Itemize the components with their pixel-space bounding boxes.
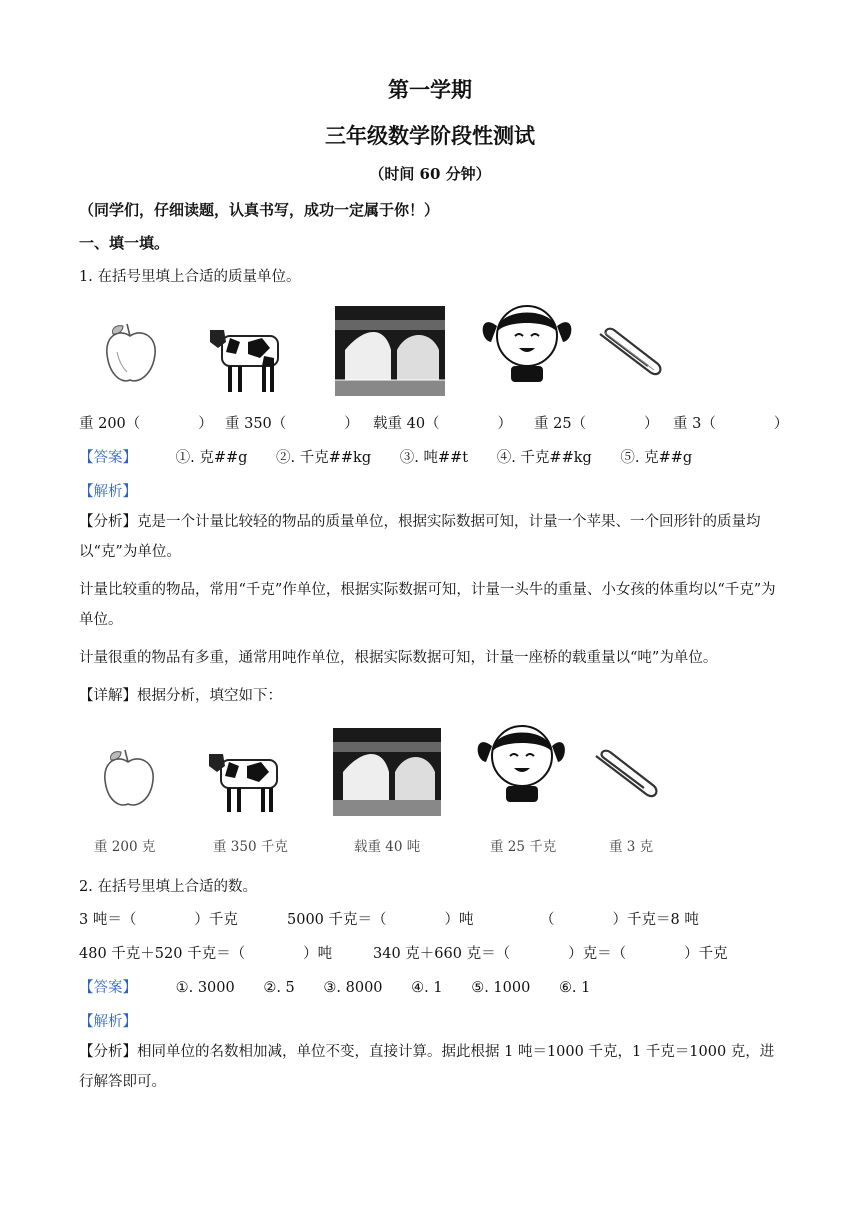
- motto: （同学们，仔细读题，认真书写，成功一定属于你！）: [79, 201, 440, 219]
- answer-item: ④. 1: [411, 980, 443, 996]
- answer-item: ②. 千克##kg: [276, 450, 372, 466]
- bridge-icon: [335, 306, 445, 396]
- term-title: 第一学期: [388, 77, 472, 102]
- analysis-label: 【分析】: [79, 514, 137, 530]
- q2-stem: 2. 在括号里填上合适的数。: [79, 879, 257, 895]
- q1-analysis-p1: [79, 507, 785, 567]
- q1-blank-1: 重 200（ ）: [79, 416, 213, 432]
- caption-apple: 重 200 克: [94, 839, 156, 855]
- q1-blank-5: 重 3（ ）: [673, 416, 789, 432]
- q2-answer-line: [79, 976, 614, 997]
- cow-icon: [207, 744, 285, 816]
- q2-blank-4: 480 千克＋520 千克＝（ ）吨: [79, 946, 333, 962]
- q1-blank-2: 重 350（ ）: [225, 416, 359, 432]
- q2-analysis-p1: [79, 1037, 785, 1097]
- answer-item: ⑥. 1: [558, 980, 591, 996]
- page-title: 三年级数学阶段性测试: [325, 123, 535, 148]
- paperclip-icon: [590, 746, 660, 802]
- paperclip-icon: [594, 324, 666, 380]
- answer-item: ②. 5: [263, 980, 295, 996]
- caption-girl: 重 25 千克: [490, 839, 557, 855]
- caption-bridge: 载重 40 吨: [354, 839, 421, 855]
- apple-icon: [99, 748, 157, 810]
- answer-item: ③. 吨##t: [399, 450, 469, 466]
- detail-label: 【详解】: [79, 688, 137, 704]
- answer-item: ⑤. 1000: [471, 980, 531, 996]
- analysis-tag: 【解析】: [79, 484, 137, 500]
- apple-icon: [101, 322, 159, 388]
- answer-item: ⑤. 克##g: [620, 450, 693, 466]
- bridge-icon: [333, 728, 441, 816]
- detail-text: 根据分析，填空如下：: [137, 688, 282, 704]
- q1-detail: [79, 684, 282, 705]
- analysis-tag: 【解析】: [79, 1014, 137, 1030]
- caption-paperclip: 重 3 克: [609, 839, 654, 855]
- q1-analysis-p2: 计量比较重的物品，常用“千克”作单位，根据实际数据可知，计量一头牛的重量、小女孩的体重均以“千克”为单位。: [79, 582, 776, 628]
- q1-blank-4: 重 25（ ）: [534, 416, 659, 432]
- answer-item: ④. 千克##kg: [496, 450, 592, 466]
- section-heading: 一、填一填。: [79, 234, 170, 252]
- q2-blank-5: 340 克＋660 克＝（ ）克＝（ ）千克: [373, 946, 728, 962]
- girl-icon: [470, 716, 570, 808]
- answer-item: ③. 8000: [323, 980, 383, 996]
- q1-answer-line: [79, 446, 716, 467]
- q1-analysis-p3: 计量很重的物品有多重，通常用吨作单位，根据实际数据可知，计量一座桥的载重量以“吨”为单位。: [79, 650, 718, 666]
- q1-stem: 1. 在括号里填上合适的质量单位。: [79, 269, 301, 285]
- q2-blank-3: （ ）千克＝8 吨: [540, 912, 699, 928]
- answer-tag: 【答案】: [79, 450, 137, 466]
- q1-blank-3: 载重 40（ ）: [373, 416, 513, 432]
- answer-item: ①. 克##g: [175, 450, 248, 466]
- caption-cow: 重 350 千克: [213, 839, 288, 855]
- q2-blank-1: 3 吨＝（ ）千克: [79, 912, 238, 928]
- analysis-text: 相同单位的名数相加减，单位不变，直接计算。据此根据 1 吨＝1000 千克，1 千克＝1000 克，进行解答即可。: [79, 1044, 775, 1090]
- answer-item: ①. 3000: [175, 980, 235, 996]
- q2-blank-2: 5000 千克＝（ ）吨: [287, 912, 474, 928]
- analysis-label: 【分析】: [79, 1044, 137, 1060]
- answer-tag: 【答案】: [79, 980, 137, 996]
- analysis-text: 克是一个计量比较轻的物品的质量单位，根据实际数据可知，计量一个苹果、一个回形针的质量均以“克”为单位。: [79, 514, 761, 560]
- cow-icon: [208, 320, 286, 396]
- time-note: （时间 60 分钟）: [369, 165, 491, 183]
- girl-icon: [475, 296, 577, 388]
